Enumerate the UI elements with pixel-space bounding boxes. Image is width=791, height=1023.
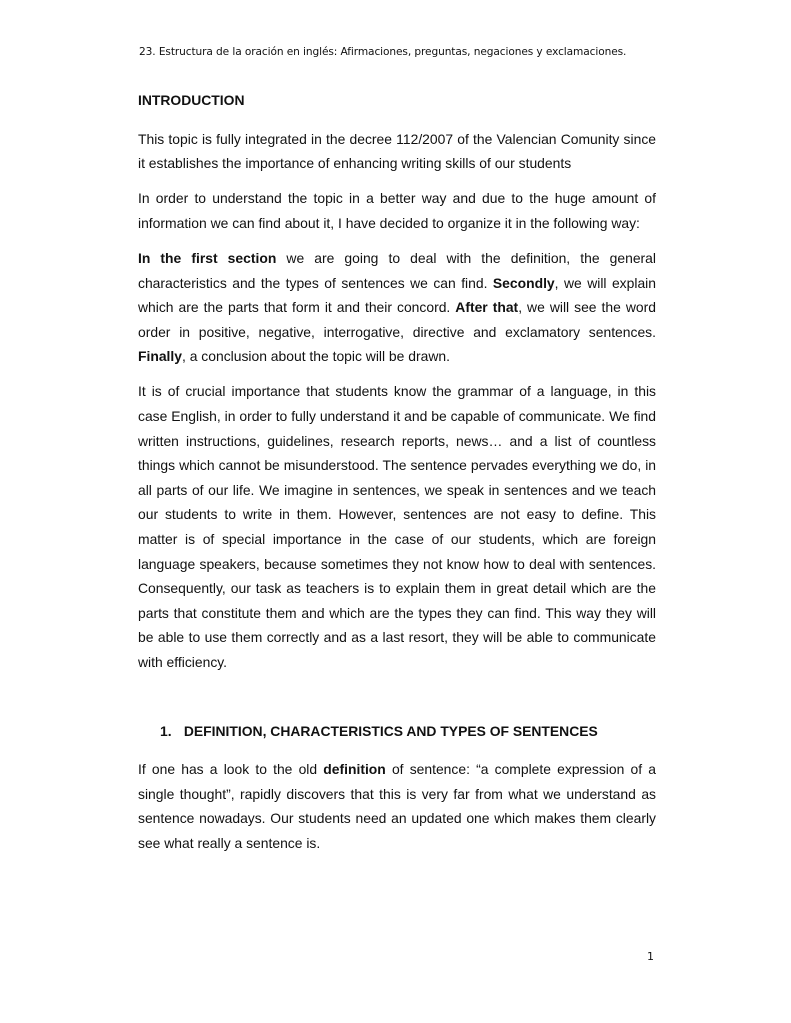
intro-paragraph-2: In order to understand the topic in a better way and due to the huge amount of information we can find about it, I have decided to organize it in the following way:	[138, 190, 656, 231]
text-run: of sentence: “a complete expression of a single thought”, rapidly discovers that this is very far from what we understand as sentence nowadays. Our students need an updated one which makes them clearly see what really a sentence is.	[138, 761, 656, 851]
section-1-heading	[138, 719, 656, 744]
section-number: 1.	[160, 722, 172, 739]
document-body	[138, 88, 656, 866]
text-run: , a conclusion about the topic will be drawn.	[182, 348, 450, 365]
bold-phrase-secondly: Secondly	[492, 274, 555, 291]
text-run: , we will explain which are the parts that form it and their concord.	[138, 274, 656, 316]
text-run: If one has a look to the old	[138, 761, 324, 778]
bold-word-definition: definition	[323, 761, 386, 778]
section-1-paragraph-1	[138, 757, 656, 855]
introduction-heading: INTRODUCTION	[138, 92, 245, 108]
page-number: 1	[647, 950, 654, 963]
intro-paragraph-4: It is of crucial importance that students know the grammar of a language, in this case English, in order to fully understand it and be capable of communicate. We find written instructions, guidelines, research reports, news… and a list of countless things which cannot be misunderstood. The sentence pervades everything we do, in all parts of our life. We imagine in sentences, we speak in sentences and we teach our students to write in them. However, sentences are not easy to define. This matter is of special importance in the case of our students, which are foreign language speakers, because sometimes they not know how to deal with sentences. Consequently, our task as teachers is to explain them in great detail which are the parts that constitute them and which are the types they can find. This way they will be able to use them correctly and as a last resort, they will be able to communicate with efficiency.	[138, 383, 656, 670]
section-title: DEFINITION, CHARACTERISTICS AND TYPES OF SENTENCES	[183, 722, 598, 739]
bold-phrase-first-section: In the first section	[138, 249, 277, 266]
text-run: , we will see the word order in positive, negative, interrogative, directive and exclamatory sentences.	[138, 299, 656, 340]
intro-paragraph-3	[138, 246, 656, 369]
text-run: we are going to deal with the definition, the general characteristics and the types of sentences we can find.	[138, 249, 656, 291]
bold-phrase-after-that: After that	[455, 299, 519, 316]
page-header: 23. Estructura de la oración en inglés: Afirmaciones, preguntas, negaciones y exclamaciones.	[139, 46, 627, 58]
bold-phrase-finally: Finally	[138, 348, 182, 365]
intro-paragraph-1: This topic is fully integrated in the decree 112/2007 of the Valencian Comunity since it establishes the importance of enhancing writing skills of our students	[138, 130, 656, 172]
